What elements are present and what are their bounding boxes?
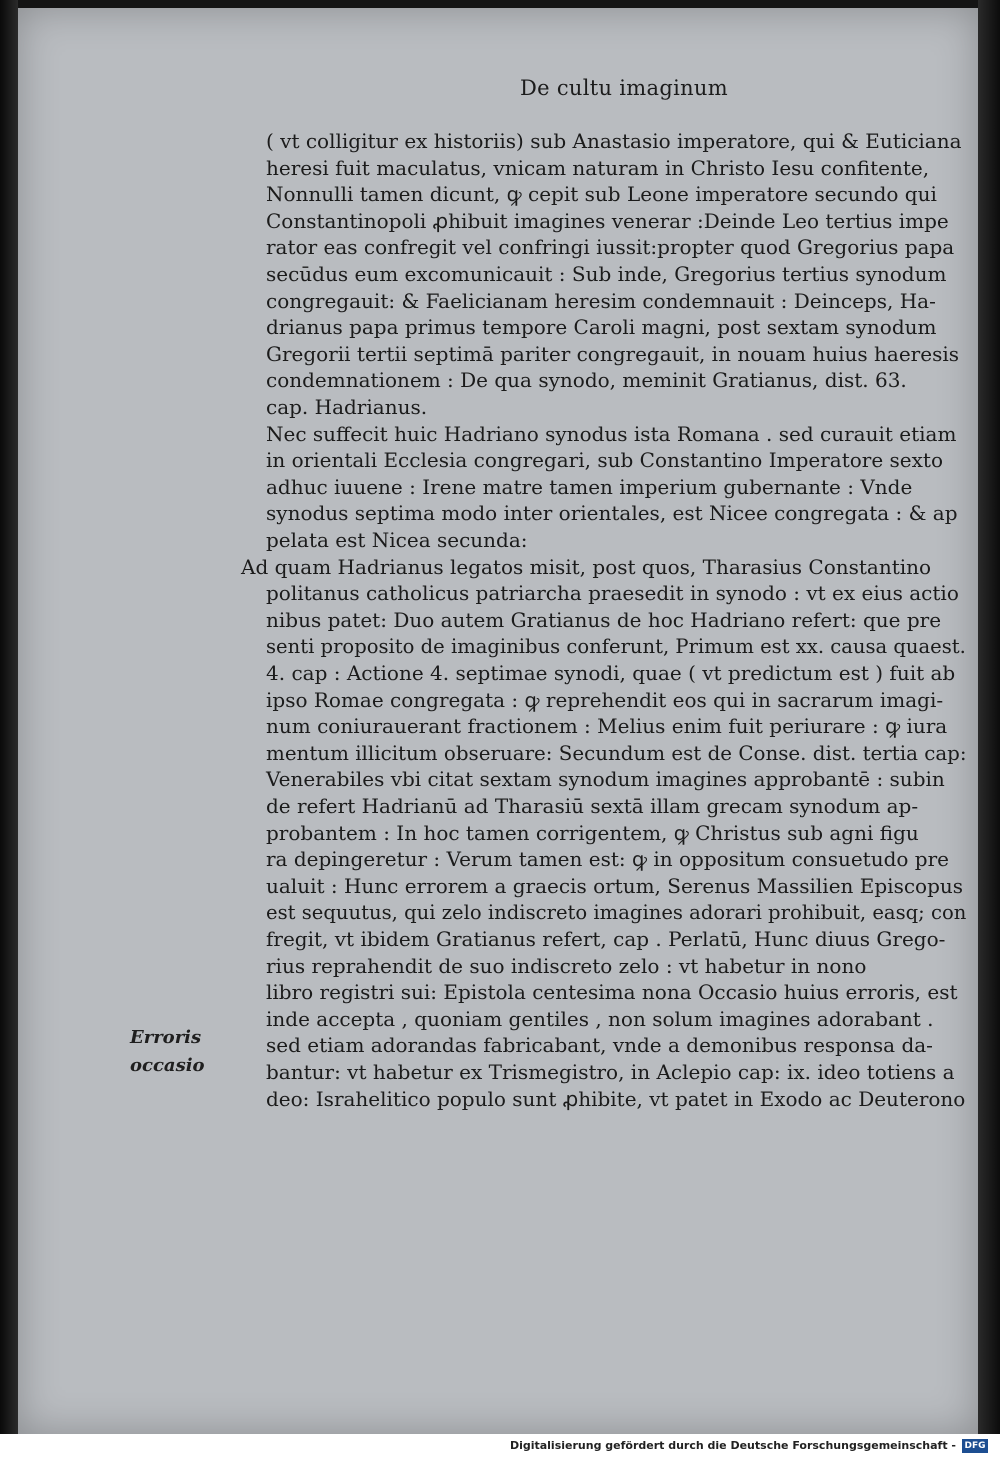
text-line: sed etiam adorandas fabricabant, vnde a demonibus responsa da- bbox=[266, 1033, 933, 1058]
text-line: congregauit: & Faelicianam heresim condemnauit : Deinceps, Ha- bbox=[266, 288, 936, 313]
marginal-note-line: Erroris bbox=[130, 1027, 202, 1048]
text-line: ra depingeretur : Verum tamen est: ꝙ in oppositum consuetudo pre bbox=[266, 847, 949, 872]
text-line: condemnationem : De qua synodo, meminit Gratianus, dist. 63. bbox=[266, 368, 907, 393]
footer-credit: Digitalisierung gefördert durch die Deutsche Forschungsgemeinschaft - bbox=[509, 1439, 956, 1452]
text-line: rius reprahendit de suo indiscreto zelo : vt habetur in nono bbox=[266, 953, 867, 978]
text-line: bantur: vt habetur ex Trismegistro, in Aclepio cap: ix. ideo totiens a bbox=[266, 1060, 955, 1084]
text-line: libro registri sui: Epistola centesima nona Occasio huius erroris, est bbox=[266, 980, 958, 1005]
text-line: 4. cap : Actione 4. septimae synodi, quae ( vt predictum est ) fuit ab bbox=[266, 661, 956, 685]
text-line: Constantinopoli ꝓhibuit imagines venerar :Deinde Leo tertius impe bbox=[266, 208, 949, 233]
book-spine-edge bbox=[978, 0, 1000, 1434]
text-line: cap. Hadrianus. bbox=[266, 395, 428, 419]
text-line: Venerabiles vbi citat sextam synodum imagines approbantē : subin bbox=[266, 767, 945, 792]
text-line: ( vt colligitur ex historiis) sub Anastasio imperatore, qui & Euticiana bbox=[266, 129, 962, 153]
marginal-note bbox=[130, 1024, 205, 1080]
dfg-logo-icon: DFG bbox=[962, 1439, 988, 1453]
text-line: ipso Romae congregata : ꝙ reprehendit eos qui in sacrarum imagi- bbox=[266, 687, 944, 712]
text-line: nibus patet: Duo autem Gratianus de hoc Hadriano refert: que pre bbox=[266, 607, 942, 632]
text-line: est sequutus, qui zelo indiscreto imagines adorari prohibuit, easq; con bbox=[266, 900, 967, 925]
text-line: fregit, vt ibidem Gratianus refert, cap . Perlatū, Hunc diuus Grego- bbox=[266, 927, 946, 951]
text-line: num coniurauerant fractionem : Melius enim fuit periurare : ꝙ iura bbox=[266, 714, 948, 739]
text-line: mentum illicitum obseruare: Secundum est de Conse. dist. tertia cap: bbox=[266, 740, 967, 765]
text-line: heresi fuit maculatus, vnicam naturam in Christo Iesu confitente, bbox=[266, 155, 930, 180]
text-line: pelata est Nicea secunda: bbox=[266, 528, 528, 552]
text-line: deo: Israhelitico populo sunt ꝓhibite, vt patet in Exodo ac Deuterono bbox=[266, 1086, 966, 1111]
text-line: inde accepta , quoniam gentiles , non solum imagines adorabant . bbox=[266, 1006, 934, 1031]
text-line: Nec suffecit huic Hadriano synodus ista Romana . sed curauit etiam bbox=[266, 421, 957, 446]
text-line: secūdus eum excomunicauit : Sub inde, Gregorius tertius synodum bbox=[266, 262, 947, 286]
text-line: Nonnulli tamen dicunt, ꝙ cepit sub Leone imperatore secundo qui bbox=[266, 182, 937, 207]
text-line: ualuit : Hunc errorem a graecis ortum, Serenus Massilien Episcopus bbox=[266, 873, 964, 898]
text-line: probantem : In hoc tamen corrigentem, ꝙ Christus sub agni figu bbox=[266, 820, 919, 845]
footer-bar bbox=[0, 1434, 1000, 1459]
text-line: adhuc iuuene : Irene matre tamen imperium gubernante : Vnde bbox=[266, 474, 913, 499]
text-line: de refert Hadrianū ad Tharasiū sextā illam grecam synodum ap- bbox=[266, 794, 919, 818]
text-line: rator eas confregit vel confringi iussit:propter quod Gregorius papa bbox=[266, 235, 955, 260]
text-line: politanus catholicus patriarcha praesedit in synodo : vt ex eius actio bbox=[266, 581, 959, 606]
text-line: drianus papa primus tempore Caroli magni, post sextam synodum bbox=[266, 315, 937, 340]
running-head: De cultu imaginum bbox=[520, 76, 728, 100]
text-line: in orientali Ecclesia congregari, sub Constantino Imperatore sexto bbox=[266, 448, 943, 473]
text-line: senti proposito de imaginibus conferunt, Primum est xx. causa quaest. bbox=[266, 634, 966, 659]
marginal-note-line: occasio bbox=[130, 1055, 205, 1076]
book-left-edge bbox=[0, 0, 18, 1434]
text-line: synodus septima modo inter orientales, est Nicee congregata : & ap bbox=[266, 501, 958, 526]
text-line: Gregorii tertii septimā pariter congregauit, in nouam huius haeresis bbox=[266, 341, 959, 366]
text-line: Ad quam Hadrianus legatos misit, post quos, Tharasius Constantino bbox=[241, 554, 932, 579]
